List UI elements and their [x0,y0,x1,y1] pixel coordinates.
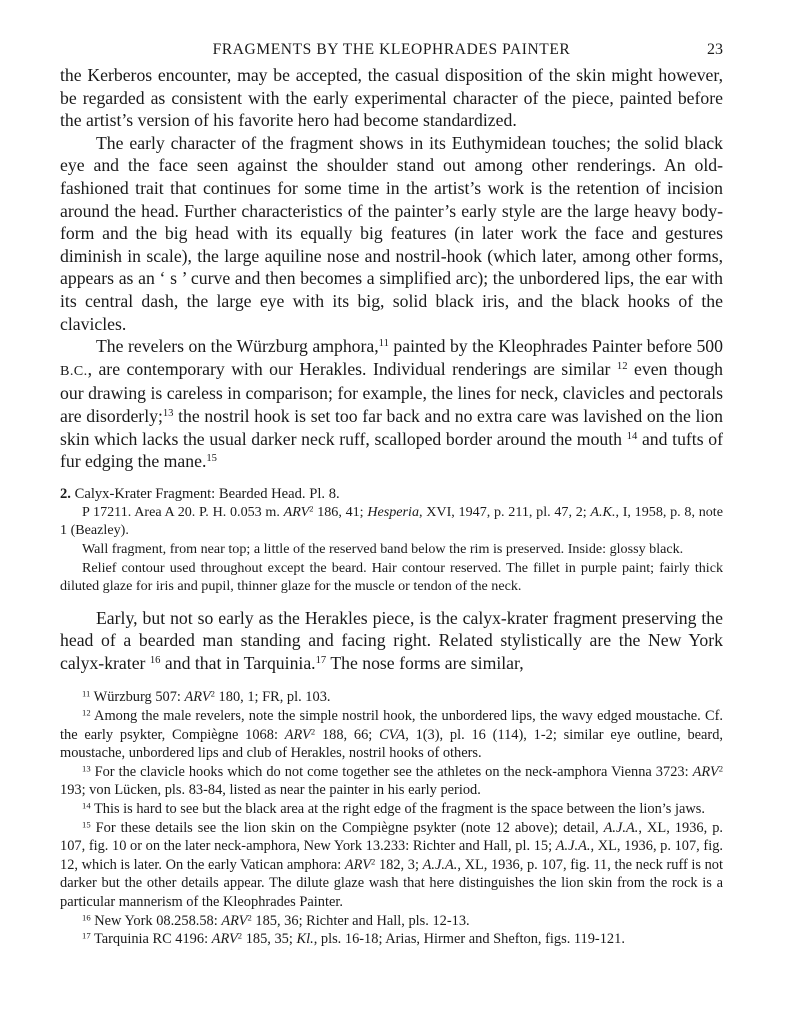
footnote-14: $^{14}$ This is hard to see but the black area at the right edge of the fragment is the space between the lion’s jaws. [82,800,705,818]
page-number: 23 [707,41,723,58]
note-ref-14[interactable]: 14 [626,430,638,442]
catalogue-description-2: Relief contour used throughout except the beard. Hair contour reserved. The fillet in purple paint; fairly thick diluted glaze for iris and pupil, thinner glaze for the muscle or tendon of the neck. [60,559,723,594]
main-text-continued [60,607,723,675]
note-ref-12[interactable]: 12 [616,360,628,372]
footnote-13: $^{13}$ For the clavicle hooks which do not come together see the athletes on the neck-amphora Vienna 3723: ARV$^2$ 193; von Lücken, pls. 83-84, listed as near the painter in his early period. [60,763,723,799]
footnote-11: $^{11}$ Würzburg 507: ARV$^2$ 180, 1; FR, pl. 103. [82,688,331,706]
note-ref-15[interactable]: 15 [206,453,217,465]
footnotes [60,688,723,948]
catalogue-description-1: Wall fragment, from near top; a little of the reserved band below the rim is preserved. Inside: glossy black. [82,540,684,557]
paragraph-4: Early, but not so early as the Herakles piece, is the calyx-krater fragment preserving the head of a bearded man standing and facing right. Related stylistically are the New York calyx-krater $^{16}$ and that in Tarquinia.$^{17}$ The nose forms are similar, [60,607,723,673]
note-ref-16[interactable]: 16 [149,655,161,667]
catalogue-entry [60,485,723,595]
footnote-12: $^{12}$ Among the male revelers, note the simple nostril hook, the unbordered lips, the wavy edged moustache. Cf. the early psykter, Compiègne 1068: ARV$^2$ 188, 66; CVA, 1(3), pl. 16 (114), 1-2; similar eye outline, beard, moustache, unbordered lips and club of Herakles, nostril hooks of others. [60,707,723,762]
note-ref-17[interactable]: 17 [315,655,327,667]
paragraph-2: The early character of the fragment shows in its Euthymidean touches; the solid black eye and the face seen against the shoulder stand out among other renderings. An old-fashioned trait that continues for some time in the artist’s work is the retention of incision around the head. Further characteristics of the painter’s early style are the large heavy body-form and the big head with its equally big features (in later work the face and gestures diminish in scale), the large aquiline nose and nostril-hook (which later, among other forms, appears as an ‘ s ’ curve and then becomes a simplified arc); the unbordered lips, the ear with its central dash, the large eye with its big, solid black iris, and the black hooks of the clavicles. [60,132,723,334]
paragraph-1: the Kerberos encounter, may be accepted, the casual disposition of the skin might however, be regarded as consistent with the early experimental character of the piece, painted before the artist’s version of his favorite hero had become standardized. [60,65,723,131]
catalogue-title: 2. Calyx-Krater Fragment: Bearded Head. Pl. 8. [60,485,340,502]
running-title: FRAGMENTS BY THE KLEOPHRADES PAINTER [212,41,571,58]
footnote-16: $^{16}$ New York 08.258.58: ARV$^2$ 185, 36; Richter and Hall, pls. 12-13. [82,911,470,929]
page [60,34,723,949]
main-text [60,64,723,473]
running-header [60,34,723,64]
footnote-15: $^{15}$ For these details see the lion skin on the Compiègne psykter (note 12 above); detail, A.J.A., XL, 1936, p. 107, fig. 10 or on the later neck-amphora, New York 13.233: Richter and Hall, pl. 15; A.J.A., XL, 1936, p. 107, fig. 12, which is later. On the early Vatican amphora: ARV$^2$ 182, 3; A.J.A., XL, 1936, p. 107, fig. 11, the neck ruff is not darker but the other details appear. The dilute glaze wash that here distinguishes the lion skin from the rock is a particular mannerism of the Kleophrades Painter. [60,818,724,910]
paragraph-3: The revelers on the Würzburg amphora,$^{11}$ painted by the Kleophrades Painter before 500 B.C., are contemporary with our Herakles. Individual renderings are similar $^{12}$ even though our drawing is careless in comparison; for example, the lines for neck, clavicles and pectorals are disorderly;$^{13}$ the nostril hook is set too far back and no extra care was lavished on the lion skin which lacks the usual darker neck ruff, scalloped border around the mouth $^{14}$ and tufts of fur edging the mane.$^{15}$ [60,336,724,472]
note-ref-11[interactable]: 11 [378,338,389,350]
footnote-17: $^{17}$ Tarquinia RC 4196: ARV$^2$ 185, 35; Kl., pls. 16-18; Arias, Hirmer and Shefton, figs. 119-121. [82,930,625,948]
catalogue-number: 2. [60,485,71,502]
catalogue-references: P 17211. Area A 20. P. H. 0.053 m. ARV$^2$ 186, 41; Hesperia, XVI, 1947, p. 211, pl. 47, 2; A.K., I, 1958, p. 8, note 1 (Beazley). [60,503,723,538]
note-ref-13[interactable]: 13 [162,408,174,420]
